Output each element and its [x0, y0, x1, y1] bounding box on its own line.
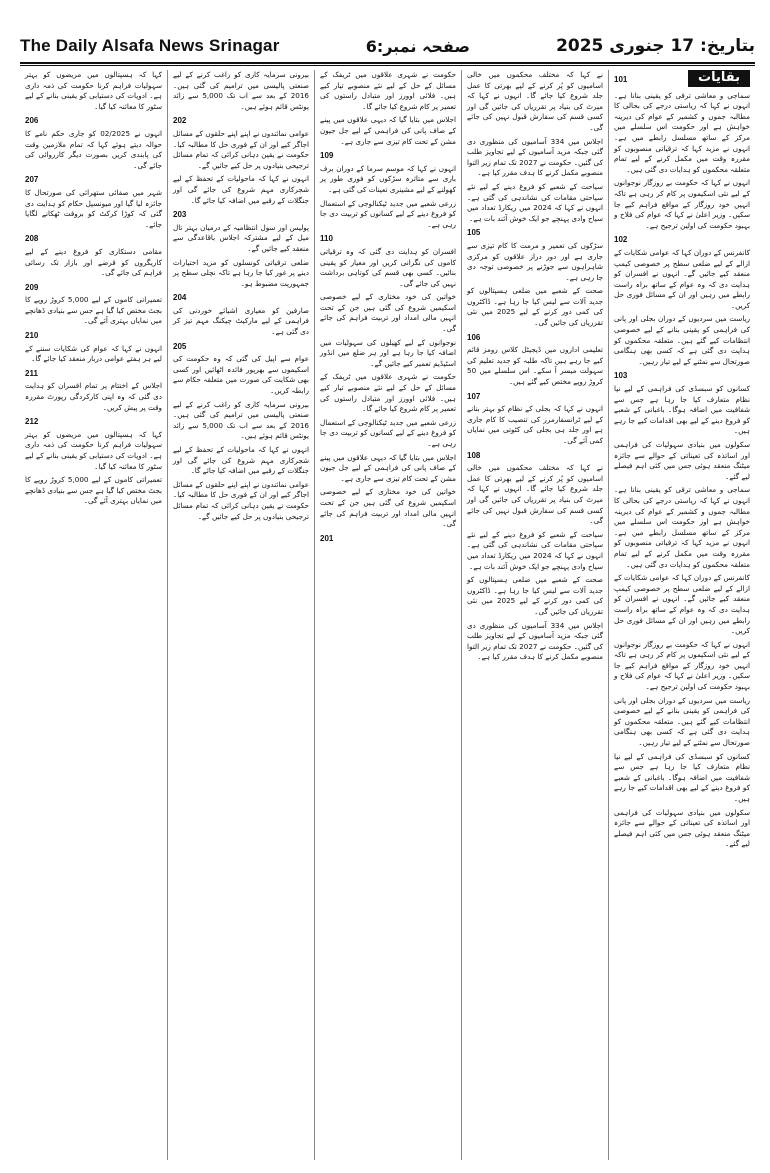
article-paragraph: عوام سے اپیل کی گئی کہ وہ حکومت کی اسکیموں سے بھرپور فائدہ اٹھائیں اور کسی بھی شکایت کی صورت میں متعلقہ حکام سے رابطہ کریں۔ [173, 354, 309, 396]
header-divider [20, 65, 755, 66]
article-paragraph: حکومت نے شہری علاقوں میں ٹریفک کے مسائل کے حل کے لیے نئے منصوبے تیار کیے ہیں۔ فلائی اوورز اور متبادل راستوں کی تعمیر پر کام شروع کیا جائے گا۔ [320, 372, 456, 414]
article-paragraph: کانفرنس کے دوران کہا کہ عوامی شکایات کے ازالے کے لیے ضلعی سطح پر خصوصی کیمپ منعقد کیے جائیں گے۔ انہوں نے افسران کو ہدایت دی کہ وہ عوام کے ساتھ براہ راست رابطے میں رہیں اور ان کے مسائل فوری حل کریں۔ [614, 247, 750, 310]
article-paragraph: تعلیمی اداروں میں ڈیجیٹل کلاس رومز قائم کیے جا رہے ہیں تاکہ طلبہ کو جدید تعلیم کی سہولت میسر آ سکے۔ اس سلسلے میں 50 کروڑ روپے مختص کیے گئے ہیں۔ [467, 345, 603, 387]
article-paragraph: سماجی و معاشی ترقی کو یقینی بنانا ہے۔ انہوں نے کہا کہ ریاستی درجے کی بحالی کا مطالبہ جموں و کشمیر کے عوام کی دیرینہ خواہش ہے اور حکومت اس سلسلے میں مرکز کے ساتھ مسلسل رابطے میں ہے۔ انہوں نے مزید کہا کہ ترقیاتی منصوبوں کو مقررہ وقت میں مکمل کرنے کے لیے تمام متعلقہ محکموں کو ہدایات دی گئی ہیں۔ [614, 90, 750, 174]
article-paragraph: زرعی شعبے میں جدید ٹیکنالوجی کے استعمال کو فروغ دینے کے لیے کسانوں کو تربیت دی جا رہی ہے۔ [320, 198, 456, 229]
item-number: 204 [173, 293, 187, 303]
article-paragraph: کسانوں کو سبسڈی کی فراہمی کے لیے نیا نظام متعارف کیا جا رہا ہے جس سے شفافیت میں اضافہ ہوگا۔ باغبانی کے شعبے کو فروغ دینے کے لیے بھی اقدامات کیے جا رہے ہیں۔ [614, 751, 750, 803]
item-number: 211 [25, 368, 38, 378]
article-paragraph: خواتین کی خود مختاری کے لیے خصوصی اسکیمیں شروع کی گئی ہیں جن کے تحت انہیں مالی امداد اور تربیت فراہم کی جائے گی۔ [320, 487, 456, 529]
page-label: صفحہ نمبر:6 [365, 36, 470, 56]
article-paragraph: سڑکوں کی تعمیر و مرمت کا کام تیزی سے جاری ہے اور دور دراز علاقوں کو مرکزی شاہراہوں سے جوڑنے پر خصوصی توجہ دی جا رہی ہے۔ [467, 240, 603, 282]
column-5 [20, 70, 167, 1160]
article-paragraph: تعمیراتی کاموں کے لیے 5,000 کروڑ روپے کا بجٹ مختص کیا گیا ہے جس سے بنیادی ڈھانچے میں نمایاں بہتری آئے گی۔ [25, 295, 162, 326]
article-paragraph: انہوں نے کہا کہ حکومت بے روزگار نوجوانوں کے لیے نئی اسکیموں پر کام کر رہی ہے تاکہ انہیں خود روزگار کے مواقع فراہم کیے جا سکیں۔ وزیر اعلیٰ نے کہا کہ عوام کی فلاح و بہبود حکومت کی اولین ترجیح ہے۔ [614, 639, 750, 692]
column-1 [608, 70, 755, 1160]
article-paragraph: سیاحت کے شعبے کو فروغ دینے کے لیے نئے سیاحتی مقامات کی نشاندہی کی گئی ہے۔ انہوں نے کہا کہ 2024 میں ریکارڈ تعداد میں سیاح وادی پہنچے جو ایک خوش آئند بات ہے۔ [467, 181, 603, 223]
masthead [20, 30, 755, 64]
article-paragraph: انہوں نے کہا کہ بجلی کے نظام کو بہتر بنانے کے لیے ٹرانسفارمرز کی تنصیب کا کام جاری ہے اور جلد ہی بجلی کی کٹوتی میں نمایاں کمی آئے گی۔ [467, 404, 603, 445]
article-paragraph: حکومت نے شہری علاقوں میں ٹریفک کے مسائل کے حل کے لیے نئے منصوبے تیار کیے ہیں۔ فلائی اوورز اور متبادل راستوں کی تعمیر پر کام شروع کیا جائے گا۔ [320, 70, 456, 111]
article-paragraph: سکولوں میں بنیادی سہولیات کی فراہمی اور اساتذہ کی تعیناتی کے حوالے سے جائزہ میٹنگ منعقد ہوئی جس میں کئی اہم فیصلے لیے گئے۔ [614, 440, 750, 481]
article-paragraph: انہوں نے کہا کہ حکومت بے روزگار نوجوانوں کے لیے نئی اسکیموں پر کام کر رہی ہے تاکہ انہیں خود روزگار کے مواقع فراہم کیے جا سکیں۔ وزیر اعلیٰ نے کہا کہ عوام کی فلاح و بہبود حکومت کی اولین ترجیح ہے۔ [614, 178, 750, 230]
item-number: 210 [25, 331, 39, 341]
section-tag: بقایات [688, 70, 750, 87]
article-paragraph: افسران کو ہدایت دی گئی کہ وہ ترقیاتی کاموں کی نگرانی کریں اور معیار کو یقینی بنائیں۔ کسی بھی قسم کی کوتاہی برداشت نہیں کی جائے گی۔ [320, 246, 456, 288]
article-paragraph: انہوں نے کہا کہ ماحولیات کے تحفظ کے لیے شجرکاری مہم شروع کی جائے گی اور جنگلات کے رقبے میں اضافہ کیا جائے گا۔ [173, 445, 309, 476]
issue-date: بتاریخ: 17 جنوری 2025 [556, 36, 755, 56]
item-number: 101 [614, 75, 628, 84]
article-paragraph: ریاست میں سردیوں کے دوران بجلی اور پانی کی فراہمی کو یقینی بنانے کے لیے خصوصی انتظامات کیے گئے ہیں۔ متعلقہ محکموں کو ہدایت دی گئی ہے کہ کسی بھی ہنگامی صورتحال سے نمٹنے کے لیے تیار رہیں۔ [614, 314, 750, 366]
article-paragraph: مقامی دستکاری کو فروغ دینے کے لیے کاریگروں کو قرضے اور بازار تک رسائی فراہم کی جائے گی۔ [25, 246, 162, 278]
item-number: 206 [25, 116, 39, 126]
article-paragraph: اجلاس میں بتایا گیا کہ دیہی علاقوں میں پینے کے صاف پانی کی فراہمی کے لیے جل جیون مشن کے تحت کام تیزی سے جاری ہے۔ [320, 115, 456, 146]
item-number: 110 [320, 234, 333, 244]
article-paragraph: سیاحت کے شعبے کو فروغ دینے کے لیے نئے سیاحتی مقامات کی نشاندہی کی گئی ہے۔ انہوں نے کہا کہ 2024 میں ریکارڈ تعداد میں سیاح وادی پہنچے جو ایک خوش آئند بات ہے۔ [467, 529, 603, 571]
article-paragraph: عوامی نمائندوں نے اپنے اپنے حلقوں کے مسائل اجاگر کیے اور ان کے فوری حل کا مطالبہ کیا۔ حکومت نے یقین دہانی کرائی کہ تمام مسائل ترجیحی بنیادوں پر حل کیے جائیں گے۔ [173, 128, 309, 170]
article-paragraph: کہا کہ ہسپتالوں میں مریضوں کو بہتر سہولیات فراہم کرنا حکومت کی ذمہ داری ہے۔ ادویات کی دستیابی کو یقینی بنانے کے لیے سٹور کا معائنہ کیا گیا۔ [25, 70, 162, 111]
article-paragraph: ضلعی ترقیاتی کونسلوں کو مزید اختیارات دینے پر غور کیا جا رہا ہے تاکہ نچلی سطح پر جمہوریت مضبوط ہو۔ [173, 257, 309, 288]
article-paragraph: بیرونی سرمایہ کاری کو راغب کرنے کے لیے صنعتی پالیسی میں ترامیم کی گئی ہیں۔ 2016 کے بعد سے اب تک 5,000 سے زائد یونٹس قائم ہوئے ہیں۔ [173, 399, 309, 441]
article-paragraph: کانفرنس کے دوران کہا کہ عوامی شکایات کے ازالے کے لیے ضلعی سطح پر خصوصی کیمپ منعقد کیے جائیں گے۔ انہوں نے افسران کو ہدایت دی کہ وہ عوام کے ساتھ براہ راست رابطے میں رہیں اور ان کے مسائل فوری حل کریں۔ [614, 573, 750, 636]
item-number: 208 [25, 234, 39, 244]
article-paragraph: اجلاس میں 334 آسامیوں کی منظوری دی گئی جبکہ مزید آسامیوں کے لیے تجاویز طلب کی گئیں۔ حکومت نے 2027 تک تمام زیر التوا منصوبے مکمل کرنے کا ہدف مقرر کیا ہے۔ [467, 620, 604, 662]
article-paragraph: سماجی و معاشی ترقی کو یقینی بنانا ہے۔ انہوں نے کہا کہ ریاستی درجے کی بحالی کا مطالبہ جموں و کشمیر کے عوام کی دیرینہ خواہش ہے اور حکومت اس سلسلے میں مرکز کے ساتھ مسلسل رابطے میں ہے۔ انہوں نے مزید کہا کہ ترقیاتی منصوبوں کو مقررہ وقت میں مکمل کرنے کے لیے تمام متعلقہ محکموں کو ہدایات دی گئی ہیں۔ [614, 485, 750, 569]
column-2 [461, 70, 608, 1160]
item-number: 205 [173, 341, 187, 351]
article-paragraph: اجلاس میں بتایا گیا کہ دیہی علاقوں میں پینے کے صاف پانی کی فراہمی کے لیے جل جیون مشن کے تحت کام تیزی سے جاری ہے۔ [320, 452, 456, 483]
article-paragraph: انہوں نے کہا کہ ماحولیات کے تحفظ کے لیے شجرکاری مہم شروع کی جائے گی اور جنگلات کے رقبے میں اضافہ کیا جائے گا۔ [173, 174, 309, 205]
item-number: 105 [467, 228, 481, 238]
article-paragraph: اجلاس میں 334 آسامیوں کی منظوری دی گئی جبکہ مزید آسامیوں کے لیے تجاویز طلب کی گئیں۔ حکومت نے 2027 تک تمام زیر التوا منصوبے مکمل کرنے کا ہدف مقرر کیا ہے۔ [467, 136, 604, 178]
article-paragraph: انہوں نے 02/2025 کو جاری حکم نامے کا حوالہ دیتے ہوئے کہا کہ تمام ملازمین وقت کی پابندی کریں بصورت دیگر کارروائی کی جائے گی۔ [25, 128, 162, 170]
item-number: 107 [467, 391, 481, 401]
item-number: 203 [173, 210, 187, 220]
item-number: 202 [173, 116, 187, 126]
article-paragraph: تعمیراتی کاموں کے لیے 5,000 کروڑ روپے کا بجٹ مختص کیا گیا ہے جس سے بنیادی ڈھانچے میں نمایاں بہتری آئے گی۔ [25, 475, 162, 506]
column-4 [167, 70, 314, 1160]
item-number: 106 [467, 332, 481, 342]
column-3 [314, 70, 461, 1160]
item-number: 102 [614, 235, 628, 245]
article-paragraph: عوامی نمائندوں نے اپنے اپنے حلقوں کے مسائل اجاگر کیے اور ان کے فوری حل کا مطالبہ کیا۔ حکومت نے یقین دہانی کرائی کہ تمام مسائل ترجیحی بنیادوں پر حل کیے جائیں گے۔ [173, 479, 309, 521]
article-paragraph: انہوں نے کہا کہ عوام کی شکایات سننے کے لیے ہر ہفتے عوامی دربار منعقد کیا جائے گا۔ [25, 343, 162, 364]
article-paragraph: شہر میں صفائی ستھرائی کی صورتحال کا جائزہ لیا گیا اور میونسپل حکام کو ہدایت دی گئی کہ کوڑا کرکٹ کو بروقت ٹھکانے لگایا جائے۔ [25, 187, 162, 229]
article-paragraph: انہوں نے کہا کہ موسم سرما کے دوران برف باری سے متاثرہ سڑکوں کو فوری طور پر کھولنے کے لیے مشینری تعینات کی گئی ہے۔ [320, 163, 456, 194]
article-paragraph: کہا کہ ہسپتالوں میں مریضوں کو بہتر سہولیات فراہم کرنا حکومت کی ذمہ داری ہے۔ ادویات کی دستیابی کو یقینی بنانے کے لیے سٹور کا معائنہ کیا گیا۔ [25, 429, 162, 471]
article-paragraph: صارفین کو معیاری اشیائے خوردنی کی فراہمی کے لیے مارکیٹ چیکنگ مہم تیز کر دی گئی ہے۔ [173, 305, 309, 337]
item-number: 207 [25, 175, 39, 185]
article-paragraph: زرعی شعبے میں جدید ٹیکنالوجی کے استعمال کو فروغ دینے کے لیے کسانوں کو تربیت دی جا رہی ہے۔ [320, 417, 456, 448]
article-paragraph: بیرونی سرمایہ کاری کو راغب کرنے کے لیے صنعتی پالیسی میں ترامیم کی گئی ہیں۔ 2016 کے بعد سے اب تک 5,000 سے زائد یونٹس قائم ہوئے ہیں۔ [173, 70, 309, 111]
article-paragraph: نوجوانوں کے لیے کھیلوں کی سہولیات میں اضافہ کیا جا رہا ہے اور ہر ضلع میں انڈور اسٹیڈیم تعمیر کیے جائیں گے۔ [320, 337, 456, 368]
article-paragraph: سکولوں میں بنیادی سہولیات کی فراہمی اور اساتذہ کی تعیناتی کے حوالے سے جائزہ میٹنگ منعقد ہوئی جس میں کئی اہم فیصلے لیے گئے۔ [614, 807, 750, 849]
article-paragraph: کسانوں کو سبسڈی کی فراہمی کے لیے نیا نظام متعارف کیا جا رہا ہے جس سے شفافیت میں اضافہ ہوگا۔ باغبانی کے شعبے کو فروغ دینے کے لیے بھی اقدامات کیے جا رہے ہیں۔ [614, 384, 750, 436]
item-number: 108 [467, 450, 481, 460]
article-paragraph: اجلاس کے اختتام پر تمام افسران کو ہدایت دی گئی کہ وہ اپنی کارکردگی رپورٹ مقررہ وقت پر پیش کریں۔ [25, 381, 162, 412]
item-number: 209 [25, 282, 39, 292]
item-number: 201 [320, 533, 334, 543]
article-paragraph: صحت کے شعبے میں ضلعی ہسپتالوں کو جدید آلات سے لیس کیا جا رہا ہے۔ ڈاکٹروں کی کمی دور کرنے کے لیے 2025 میں نئی تقرریاں کی جائیں گی۔ [467, 286, 603, 328]
article-paragraph: صحت کے شعبے میں ضلعی ہسپتالوں کو جدید آلات سے لیس کیا جا رہا ہے۔ ڈاکٹروں کی کمی دور کرنے کے لیے 2025 میں نئی تقرریاں کی جائیں گی۔ [467, 575, 603, 616]
section-header [614, 70, 750, 91]
article-paragraph: خواتین کی خود مختاری کے لیے خصوصی اسکیمیں شروع کی گئی ہیں جن کے تحت انہیں مالی امداد اور تربیت فراہم کی جائے گی۔ [320, 292, 456, 334]
article-paragraph: نے کہا کہ مختلف محکموں میں خالی اسامیوں کو پُر کرنے کے لیے بھرتی کا عمل جلد شروع کیا جائے گا۔ انہوں نے کہا کہ میرٹ کی بنیاد پر تقرریاں کی جائیں گی اور کسی قسم کی سفارش قبول نہیں کی جائے گی۔ [467, 463, 603, 526]
item-number: 109 [320, 151, 334, 161]
article-paragraph: پولیس اور سول انتظامیہ کے درمیان بہتر تال میل کے لیے مشترکہ اجلاس باقاعدگی سے منعقد کیے جائیں گے۔ [173, 222, 309, 253]
item-number: 212 [25, 417, 39, 427]
page-columns [20, 70, 755, 1160]
article-paragraph: ریاست میں سردیوں کے دوران بجلی اور پانی کی فراہمی کو یقینی بنانے کے لیے خصوصی انتظامات کیے گئے ہیں۔ متعلقہ محکموں کو ہدایت دی گئی ہے کہ کسی بھی ہنگامی صورتحال سے نمٹنے کے لیے تیار رہیں۔ [614, 695, 750, 748]
article-paragraph: نے کہا کہ مختلف محکموں میں خالی اسامیوں کو پُر کرنے کے لیے بھرتی کا عمل جلد شروع کیا جائے گا۔ انہوں نے کہا کہ میرٹ کی بنیاد پر تقرریاں کی جائیں گی اور کسی قسم کی سفارش قبول نہیں کی جائے گی۔ [467, 70, 603, 132]
item-number: 103 [614, 371, 628, 381]
paper-name: The Daily Alsafa News Srinagar [20, 36, 280, 55]
